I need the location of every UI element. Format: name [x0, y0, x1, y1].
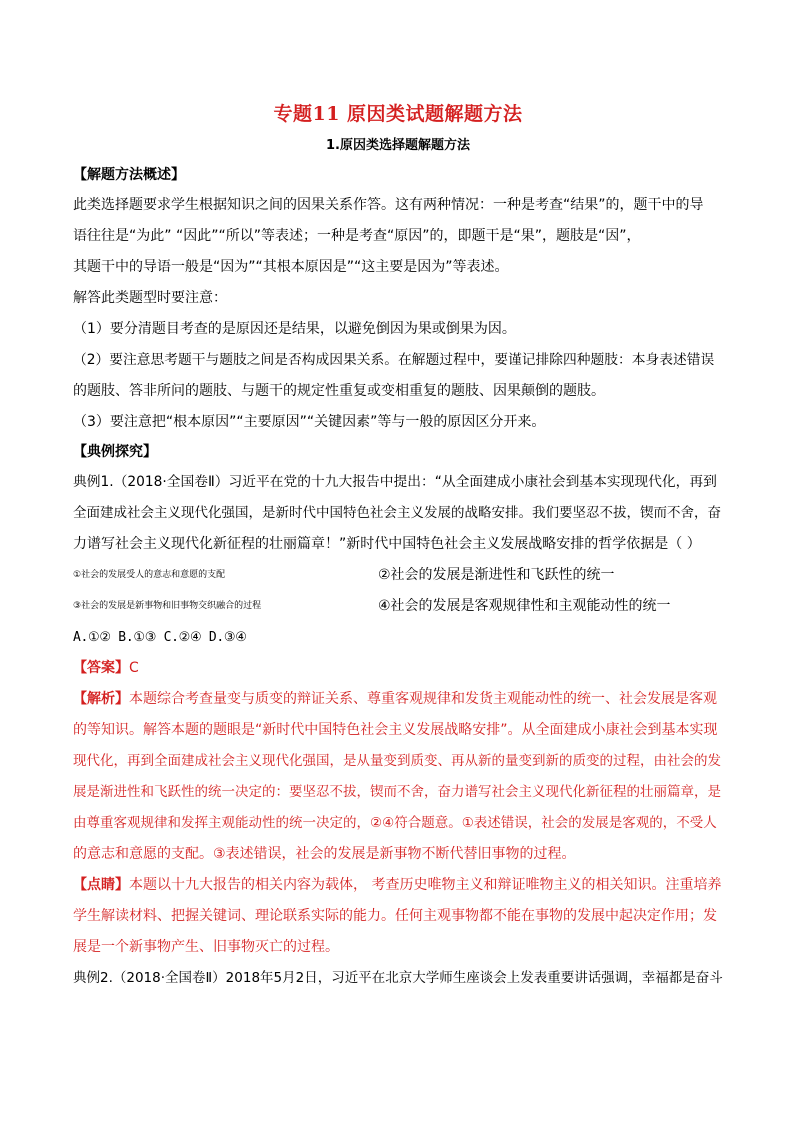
comment-line: 学生解读材料、把握关键词、理论联系实际的能力。任何主观事物都不能在事物的发展中起决定作用；发 [73, 908, 717, 924]
comment-line [73, 870, 723, 901]
question-line: 典例1.（2018·全国卷Ⅱ）习近平在党的十九大报告中提出：“从全面建成小康社会到基本实现现代化，再到 [73, 474, 717, 490]
example1-options [73, 560, 723, 622]
comment-line: 展是一个新事物产生、旧事物灭亡的过程。 [73, 939, 339, 955]
overview-line: 其题干中的导语一般是“因为”“其根本原因是”“这主要是因为”等表述。 [73, 259, 509, 275]
document-page [73, 100, 723, 994]
option-item: ④社会的发展是客观规律性和主观能动性的统一 [378, 598, 671, 614]
analysis-text: 本题综合考查量变与质变的辩证关系、尊重客观规律和发货主观能动性的统一、社会发展是客观 [129, 691, 717, 707]
option-item: ③社会的发展是新事物和旧事物交织融合的过程 [73, 601, 262, 611]
question-line: 力谱写社会主义现代化新征程的壮丽篇章！”新时代中国特色社会主义发展战略安排的哲学依据是（ ） [73, 536, 701, 552]
question-line: 全面建成社会主义现代化强国，是新时代中国特色社会主义发展的战略安排。我们要坚忍不拔，锲而不舍，奋 [73, 505, 721, 521]
overview-heading: 【解题方法概述】 [73, 167, 185, 183]
answer-choices: A.①② B.①③ C.②④ D.③④ [73, 630, 247, 645]
analysis-line: 的等知识。解答本题的题眼是“新时代中国特色社会主义发展战略安排”。从全面建成小康社会到基本实现 [73, 722, 718, 738]
analysis-line: 现代化，再到全面建成社会主义现代化强国，是从量变到质变、再从新的量变到新的质变的过程，由社会的发 [73, 753, 721, 769]
comment-block [73, 870, 723, 963]
overview-line: 语往往是“为此” “因此”“所以”等表述；一种是考查“原因”的，即题干是“果”，题肢是“因”， [73, 228, 641, 244]
overview-line: 解答此类题型时要注意： [73, 290, 227, 306]
analysis-line: 由尊重客观规律和发挥主观能动性的统一决定的，②④符合题意。①表述错误，社会的发展是客观的，不受人 [73, 815, 717, 831]
comment-label: 【点睛】 [73, 877, 129, 893]
overview-line: （3）要注意把“根本原因”“主要原因”“关键因素”等与一般的原因区分开来。 [73, 414, 546, 430]
document-title: 专题11 原因类试题解题方法 [273, 103, 523, 125]
overview-line: 的题肢、答非所问的题肢、与题干的规定性重复或变相重复的题肢、因果颠倒的题肢。 [73, 383, 605, 399]
answer-label: 【答案】 [73, 660, 129, 676]
option-item: ②社会的发展是渐进性和飞跃性的统一 [378, 567, 615, 583]
example1-question [73, 467, 723, 560]
example2-line: 典例2.（2018·全国卷Ⅱ）2018年5月2日，习近平在北京大学师生座谈会上发表重要讲话强调，幸福都是奋斗 [73, 970, 723, 986]
analysis-block [73, 684, 723, 870]
analysis-line: 的意志和意愿的支配。③表述错误，社会的发展是新事物不断代替旧事物的过程。 [73, 846, 576, 862]
answer-value: C [129, 660, 139, 676]
example-heading: 【典例探究】 [73, 444, 157, 460]
option-row [73, 560, 723, 591]
option-item: ①社会的发展受人的意志和意愿的支配 [73, 570, 226, 580]
overview-line: （2）要注意思考题干与题肢之间是否构成因果关系。在解题过程中，要谨记排除四种题肢：本身表述错误 [73, 352, 715, 368]
overview-line: 此类选择题要求学生根据知识之间的因果关系作答。这有两种情况：一种是考查“结果”的，题干中的导 [73, 197, 704, 213]
overview-body [73, 190, 723, 438]
analysis-line: 展是渐进性和飞跃性的统一决定的：要坚忍不拔，锲而不舍，奋力谱写社会主义现代化新征程的壮丽篇章，是 [73, 784, 721, 800]
analysis-label: 【解析】 [73, 691, 129, 707]
overview-line: （1）要分清题目考查的是原因还是结果，以避免倒因为果或倒果为因。 [73, 321, 516, 337]
option-row [73, 591, 723, 622]
analysis-line [73, 684, 723, 715]
comment-text: 本题以十九大报告的相关内容为载体， 考查历史唯物主义和辩证唯物主义的相关知识。注重培养 [129, 877, 722, 893]
answer-line [73, 653, 723, 684]
document-subtitle: 1.原因类选择题解题方法 [326, 138, 470, 153]
